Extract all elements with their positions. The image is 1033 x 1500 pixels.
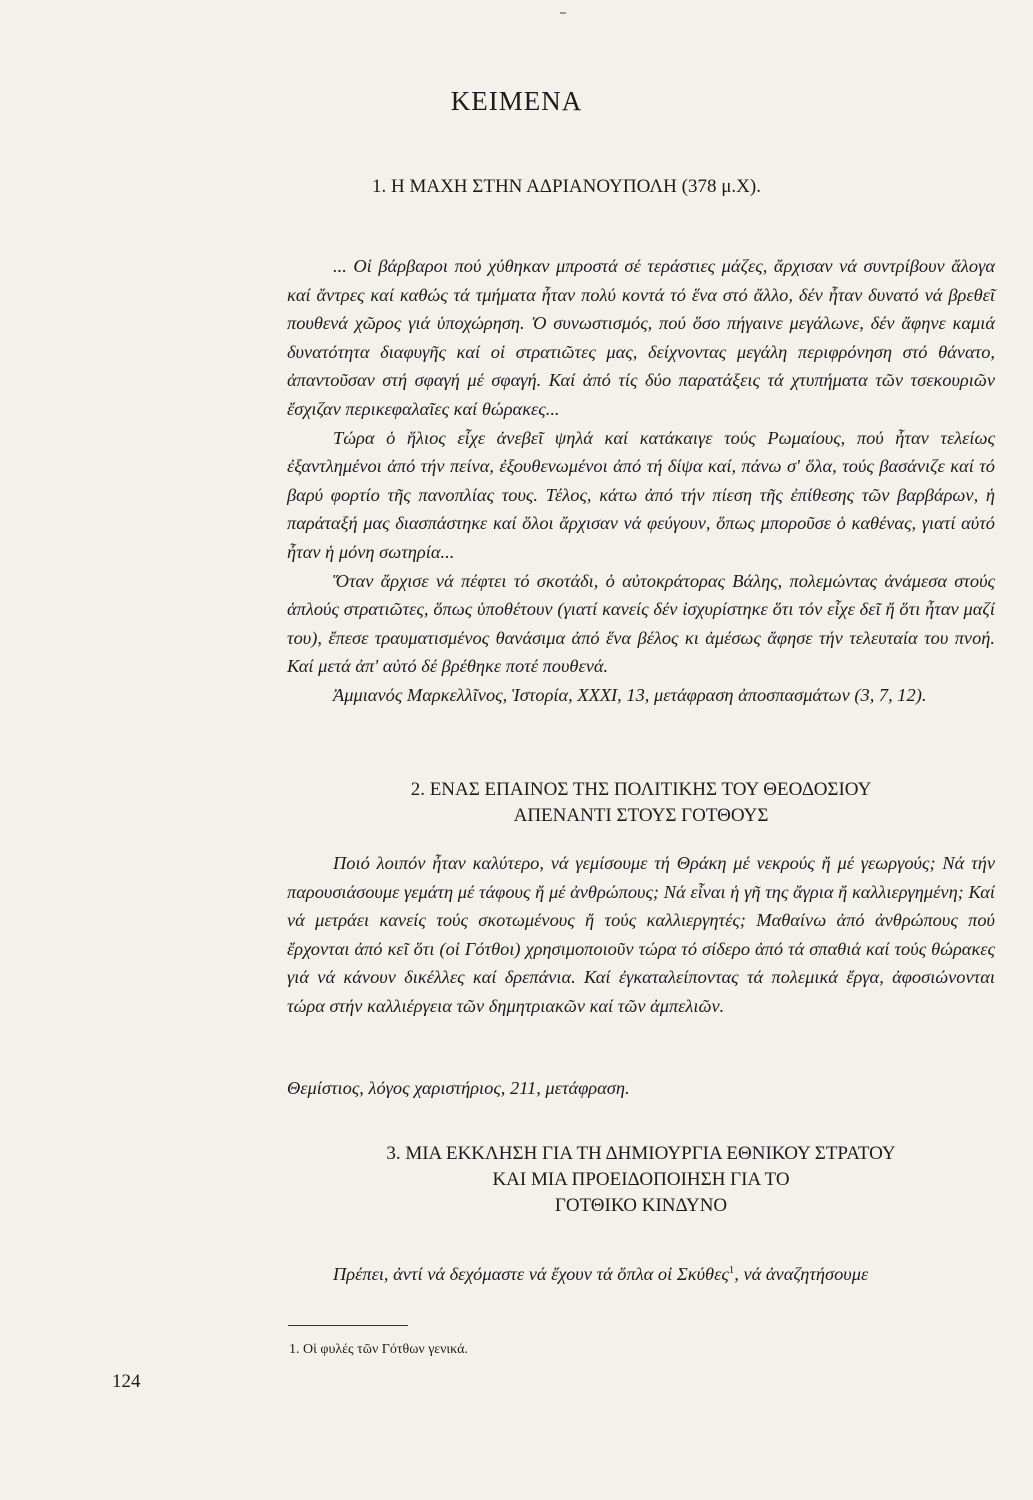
section3-heading-line-3: ΓΟΤΘΙΚΟ ΚΙΝΔΥΝΟ bbox=[554, 1195, 728, 1216]
section1-heading: 1. Η ΜΑΧΗ ΣΤΗΝ ΑΔΡΙΑΝΟΥΠΟΛΗ (378 μ.Χ). bbox=[372, 176, 761, 197]
page-crease-mark bbox=[560, 12, 566, 14]
page-number: 124 bbox=[112, 1371, 141, 1392]
section3-heading bbox=[287, 1141, 995, 1219]
section3-heading-line-2: ΚΑΙ ΜΙΑ ΠΡΟΕΙΔΟΠΟΙΗΣΗ ΓΙΑ ΤΟ bbox=[492, 1169, 790, 1190]
footnote: 1. Οἱ φυλές τῶν Γότθων γενικά. bbox=[289, 1342, 468, 1357]
section1-citation: Ἀμμιανός Μαρκελλῖνος, Ἱστορία, XXXI, 13, μετάφραση ἀποσπασμάτων (3, 7, 12). bbox=[333, 684, 927, 705]
section2-heading bbox=[287, 777, 995, 829]
section1-paragraph-2: Τώρα ὁ ἥλιος εἶχε ἀνεβεῖ ψηλά καί κατάκαιγε τούς Ρωμαίους, πού ἦταν τελείως ἐξαντλημένοι ἀπό τήν πείνα, ἐξουθενωμένοι ἀπό τή δίψα καί, πάνω σ' ὅλα, τούς βασάνιζε καί τό βαρύ φορτίο τῆς πανοπλίας τους. Τέλος, κάτω ἀπό τήν πίεση τῆς ἐπίθεσης τῶν βαρβάρων, ἡ παράταξή μας διασπάστηκε καί ὅλοι ἄρχισαν νά φεύγουν, ὅπως μποροῦσε ὁ καθένας, γιατί αὐτό ἦταν ἡ μόνη σωτηρία... bbox=[287, 427, 995, 562]
footnote-divider bbox=[288, 1325, 408, 1326]
page-title: ΚΕΙΜΕΝΑ bbox=[450, 86, 583, 116]
section2-body bbox=[287, 849, 995, 1021]
section1-body bbox=[287, 252, 995, 710]
section2-citation: Θεμίστιος, λόγος χαριστήριος, 211, μετάφραση. bbox=[287, 1078, 630, 1098]
footnote-reference[interactable]: 1 bbox=[728, 1264, 735, 1276]
section3-text-before-note: Πρέπει, ἀντί νά δεχόμαστε νά ἔχουν τά ὅπλα οἱ Σκύθες bbox=[333, 1264, 729, 1285]
section2-heading-line-1: 2. ΕΝΑΣ ΕΠΑΙΝΟΣ ΤΗΣ ΠΟΛΙΤΙΚΗΣ ΤΟΥ ΘΕΟΔΟΣΙΟΥ bbox=[410, 779, 872, 800]
section1-paragraph-1: ... Οἱ βάρβαροι πού χύθηκαν μπροστά σέ τεράστιες μάζες, ἄρχισαν νά συντρίβουν ἄλογα καί ἄντρες καί καθώς τά τμήματα ἦταν πολύ κοντά τό ἕνα στό ἄλλο, δέν ἦταν δυνατό νά βρεθεῖ πουθενά χῶρος γιά ὑποχώρηση. Ὁ συνωστισμός, πού ὅσο πήγαινε μεγάλωνε, δέν ἄφηνε καμιά δυνατότητα διαφυγῆς καί οἱ στρατιῶτες μας, δείχνοντας μεγάλη περιφρόνηση στό θάνατο, ἀπαντοῦσαν στή σφαγή μέ σφαγή. Καί ἀπό τίς δύο παρατάξεις τά χτυπήματα τῶν τσεκουριῶν ἔσχιζαν περικεφαλαῖες καί θώρακες... bbox=[287, 256, 995, 419]
section2-heading-line-2: ΑΠΕΝΑΝΤΙ ΣΤΟΥΣ ΓΟΤΘΟΥΣ bbox=[513, 805, 769, 826]
section3-paragraph bbox=[287, 1256, 995, 1288]
section3-heading-line-1: 3. ΜΙΑ ΕΚΚΛΗΣΗ ΓΙΑ ΤΗ ΔΗΜΙΟΥΡΓΙΑ ΕΘΝΙΚΟΥ ΣΤΡΑΤΟΥ bbox=[386, 1143, 896, 1164]
section2-paragraph: Ποιό λοιπόν ἦταν καλύτερο, νά γεμίσουμε τή Θράκη μέ νεκρούς ἤ μέ γεωργούς; Νά τήν παρουσιάσουμε γεμάτη μέ τάφους ἤ μέ ἀνθρώπους; Νά εἶναι ἡ γῆ της ἄγρια ἤ καλλιεργημένη; Καί νά μετράει κανείς τούς σκοτωμένους ἤ τούς καλλιεργητές; Μαθαίνω ἀπό ἀνθρώπους πού ἔρχονται ἀπό κεῖ ὅτι (οἱ Γότθοι) χρησιμοποιοῦν τώρα τό σίδερο ἀπό τά σπαθιά καί τούς θώρακες γιά νά κάνουν δικέλλες καί δρεπάνια. Καί ἐγκαταλείποντας τά πολεμικά ἔργα, ἀφοσιώνονται τώρα στήν καλλιέργεια τῶν δημητριακῶν καί τῶν ἀμπελιῶν. bbox=[287, 853, 995, 1016]
section1-paragraph-3: Ὅταν ἄρχισε νά πέφτει τό σκοτάδι, ὁ αὐτοκράτορας Βάλης, πολεμώντας ἀνάμεσα στούς ἁπλούς στρατιῶτες, ὅπως ὑποθέτουν (γιατί κανείς δέν ἰσχυρίστηκε ὅτι τόν εἶχε δεῖ ἤ ὅτι ἦταν μαζί του), ἔπεσε τραυματισμένος θανάσιμα ἀπό ἕνα βέλος κι ἀμέσως ἄφησε τήν τελευταία του πνοή. Καί μετά ἀπ' αὐτό δέ βρέθηκε ποτέ πουθενά. bbox=[287, 570, 995, 677]
section3-text-after-note: , νά ἀναζητήσουμε bbox=[734, 1264, 869, 1285]
